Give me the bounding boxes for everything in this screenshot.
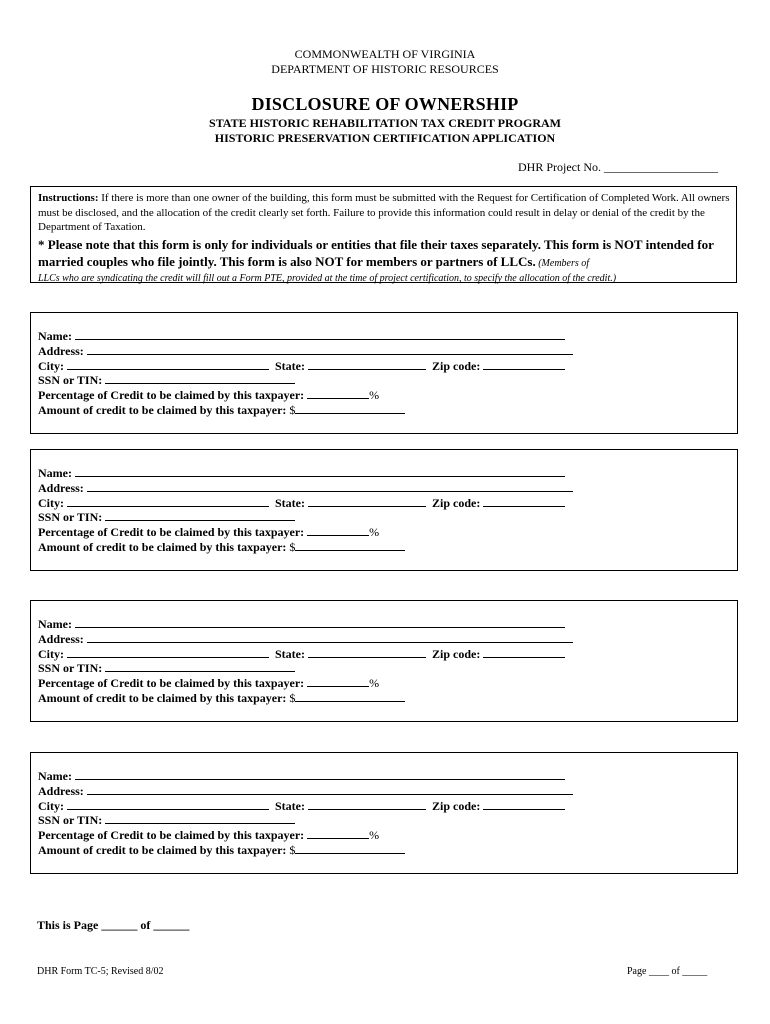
- owner-name-row: [38, 466, 573, 481]
- amount-label: Amount of credit to be claimed by this taxpayer:: [38, 842, 287, 857]
- owner-percent-row: [38, 525, 573, 540]
- name-field[interactable]: [75, 618, 565, 628]
- instructions-box: [30, 186, 737, 283]
- name-label: Name:: [38, 329, 72, 343]
- owner-address-row: [38, 784, 573, 799]
- note-small: (Members of: [535, 257, 590, 269]
- percent-field[interactable]: [307, 389, 369, 399]
- owner-block-2: [30, 449, 738, 571]
- name-field[interactable]: [75, 467, 565, 477]
- zip-label: Zip code:: [432, 495, 481, 510]
- owner-name-row: [38, 769, 573, 784]
- name-label: Name:: [38, 769, 72, 783]
- amount-field[interactable]: [295, 541, 405, 551]
- zip-label: Zip code:: [432, 646, 481, 661]
- address-label: Address:: [38, 631, 84, 646]
- ssn-label: SSN or TIN:: [38, 661, 103, 676]
- city-field[interactable]: [67, 800, 269, 810]
- owner-block-4: [30, 752, 738, 874]
- owner-city-row: [38, 647, 573, 662]
- amount-prefix: $: [289, 690, 296, 705]
- agency-header: [0, 47, 770, 77]
- address-label: Address:: [38, 343, 84, 358]
- zip-field[interactable]: [483, 648, 565, 658]
- amount-prefix: $: [289, 402, 296, 417]
- owner-city-row: [38, 496, 573, 511]
- owner-name-row: [38, 617, 573, 632]
- owner-ssn-row: [38, 510, 573, 525]
- name-field[interactable]: [75, 770, 565, 780]
- header-line-1: COMMONWEALTH OF VIRGINIA: [294, 47, 476, 61]
- city-field[interactable]: [67, 648, 269, 658]
- owner-address-row: [38, 344, 573, 359]
- percent-field[interactable]: [307, 829, 369, 839]
- owner-amount-row: [38, 540, 573, 555]
- llc-note: LLCs who are syndicating the credit will fill out a Form PTE, provided at the time of project certification, to specify the allocation of the credit.): [38, 272, 617, 284]
- zip-field[interactable]: [483, 497, 565, 507]
- city-label: City:: [38, 646, 64, 661]
- address-label: Address:: [38, 480, 84, 495]
- note-main: * Please note that this form is only for individuals or entities that file their taxes separately. This form is NOT intended for married couples who file jointly. This form is also NOT for members or partners of LLCs.: [38, 236, 714, 269]
- instructions-body: If there is more than one owner of the building, this form must be submitted with the Request for Certification of Completed Work. All owners must be disclosed, and the allocation of the credit clearly set forth. Failure to provide this information could result in delay or denial of the credit by the Department of Taxation.: [38, 192, 730, 233]
- name-field[interactable]: [75, 330, 565, 340]
- percent-suffix: %: [369, 828, 380, 843]
- state-label: State:: [275, 495, 305, 510]
- owner-address-row: [38, 481, 573, 496]
- instructions-text: [38, 191, 730, 235]
- amount-prefix: $: [289, 842, 296, 857]
- ssn-label: SSN or TIN:: [38, 813, 103, 828]
- amount-label: Amount of credit to be claimed by this taxpayer:: [38, 402, 287, 417]
- owner-ssn-row: [38, 661, 573, 676]
- page-counter: This is Page ______ of ______: [37, 918, 190, 932]
- address-field[interactable]: [87, 345, 573, 355]
- owner-ssn-row: [38, 373, 573, 388]
- name-label: Name:: [38, 617, 72, 631]
- owner-amount-row: [38, 403, 573, 418]
- ssn-field[interactable]: [105, 374, 295, 384]
- state-label: State:: [275, 798, 305, 813]
- ssn-label: SSN or TIN:: [38, 373, 103, 388]
- name-label: Name:: [38, 466, 72, 480]
- address-field[interactable]: [87, 633, 573, 643]
- percent-label: Percentage of Credit to be claimed by this taxpayer:: [38, 525, 305, 540]
- dhr-project-number: DHR Project No. ___________________: [518, 160, 718, 174]
- state-label: State:: [275, 646, 305, 661]
- city-field[interactable]: [67, 360, 269, 370]
- owner-percent-row: [38, 676, 573, 691]
- amount-label: Amount of credit to be claimed by this taxpayer:: [38, 539, 287, 554]
- address-label: Address:: [38, 783, 84, 798]
- zip-label: Zip code:: [432, 358, 481, 373]
- ssn-label: SSN or TIN:: [38, 510, 103, 525]
- owner-percent-row: [38, 388, 573, 403]
- instructions-label: Instructions:: [38, 192, 99, 204]
- header-line-2: DEPARTMENT OF HISTORIC RESOURCES: [271, 62, 499, 76]
- owner-name-row: [38, 329, 573, 344]
- zip-field[interactable]: [483, 800, 565, 810]
- percent-label: Percentage of Credit to be claimed by this taxpayer:: [38, 676, 305, 691]
- zip-field[interactable]: [483, 360, 565, 370]
- state-field[interactable]: [308, 497, 426, 507]
- amount-field[interactable]: [295, 844, 405, 854]
- owner-city-row: [38, 799, 573, 814]
- percent-field[interactable]: [307, 526, 369, 536]
- ssn-field[interactable]: [105, 662, 295, 672]
- state-field[interactable]: [308, 360, 426, 370]
- owner-block-3: [30, 600, 738, 722]
- address-field[interactable]: [87, 482, 573, 492]
- amount-field[interactable]: [295, 692, 405, 702]
- percent-suffix: %: [369, 388, 380, 403]
- owner-ssn-row: [38, 813, 573, 828]
- amount-prefix: $: [289, 539, 296, 554]
- amount-field[interactable]: [295, 404, 405, 414]
- percent-field[interactable]: [307, 677, 369, 687]
- subtitle-1: STATE HISTORIC REHABILITATION TAX CREDIT PROGRAM: [209, 116, 561, 130]
- percent-suffix: %: [369, 676, 380, 691]
- city-label: City:: [38, 358, 64, 373]
- address-field[interactable]: [87, 785, 573, 795]
- zip-label: Zip code:: [432, 798, 481, 813]
- percent-label: Percentage of Credit to be claimed by this taxpayer:: [38, 828, 305, 843]
- instructions-note: [38, 236, 730, 272]
- owner-block-1: [30, 312, 738, 434]
- owner-address-row: [38, 632, 573, 647]
- percent-label: Percentage of Credit to be claimed by this taxpayer:: [38, 388, 305, 403]
- form-footer-id: DHR Form TC-5; Revised 8/02: [37, 966, 164, 977]
- ssn-field[interactable]: [105, 511, 295, 521]
- owner-percent-row: [38, 828, 573, 843]
- owner-city-row: [38, 359, 573, 374]
- city-label: City:: [38, 495, 64, 510]
- state-label: State:: [275, 358, 305, 373]
- city-field[interactable]: [67, 497, 269, 507]
- subtitle-2: HISTORIC PRESERVATION CERTIFICATION APPLICATION: [214, 131, 556, 145]
- footer-page: Page ____ of _____: [627, 966, 708, 977]
- percent-suffix: %: [369, 525, 380, 540]
- state-field[interactable]: [308, 800, 426, 810]
- owner-amount-row: [38, 843, 573, 858]
- ssn-field[interactable]: [105, 814, 295, 824]
- owner-amount-row: [38, 691, 573, 706]
- page-title: DISCLOSURE OF OWNERSHIP: [251, 94, 519, 114]
- city-label: City:: [38, 798, 64, 813]
- state-field[interactable]: [308, 648, 426, 658]
- amount-label: Amount of credit to be claimed by this taxpayer:: [38, 690, 287, 705]
